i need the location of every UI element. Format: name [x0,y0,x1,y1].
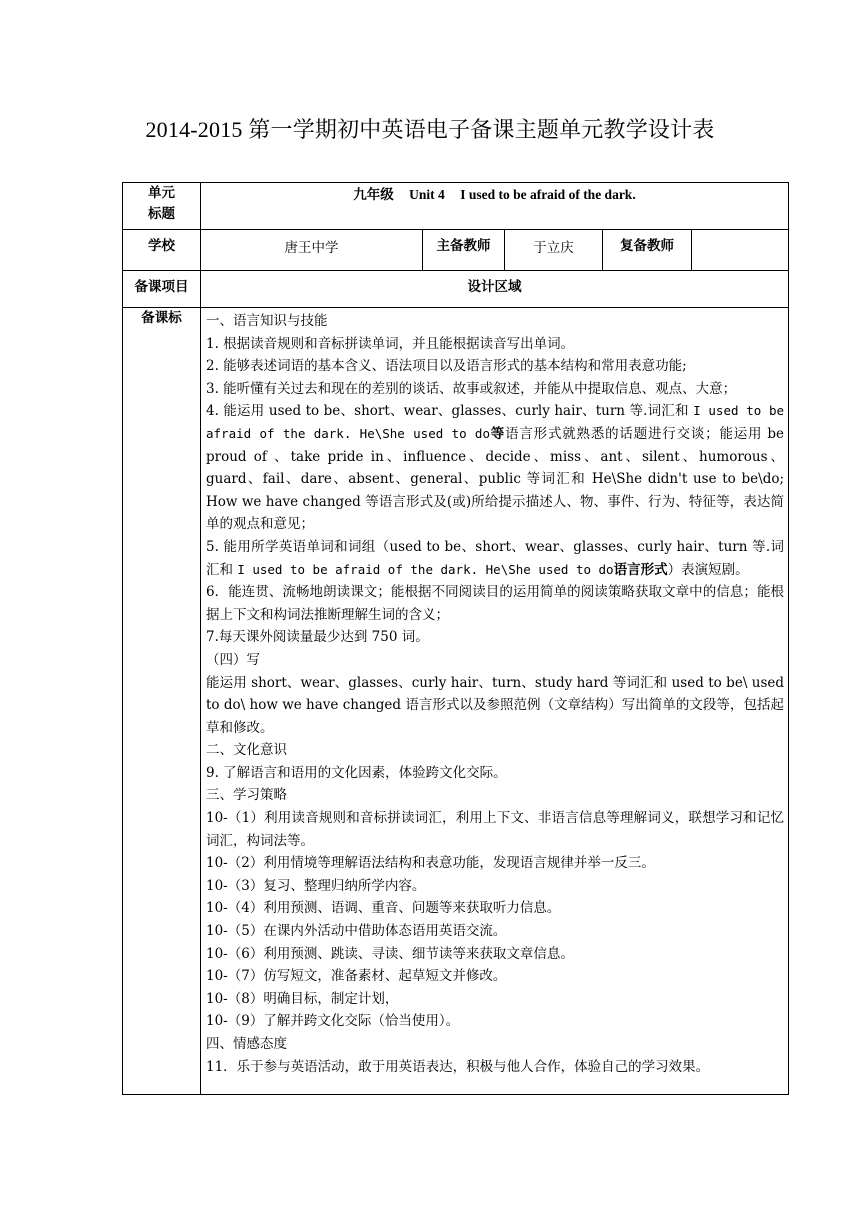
content-line: 10-（1）利用读音规则和音标拼读词汇，利用上下文、非语言信息等理解词义，联想学习和记忆词汇，构词法等。 [206,810,785,849]
content-line: 1. 根据读音规则和音标拼读单词，并且能根据读音写出单词。 [206,335,575,352]
re-teacher-value [692,230,789,271]
content-line: 10-（8）明确目标，制定计划， [206,990,399,1007]
content-line: 9. 了解语言和语用的文化因素，体验跨文化交际。 [206,764,507,781]
content-line: 一、语言知识与技能 [206,313,328,329]
content-line: （四）写 [206,651,260,668]
unit-title-value [201,183,789,230]
content-line: 10-（6）利用预测、跳读、寻读、细节读等来获取文章信息。 [206,945,574,962]
school-label: 学校 [123,230,201,271]
re-teacher-label: 复备教师 [603,230,692,271]
content-line: 四、情感态度 [206,1036,287,1052]
content-line: 10-（3）复习、整理归纳所学内容。 [206,877,426,894]
content-line: 2. 能够表述词语的基本含义、语法项目以及语言形式的基本结构和常用表意功能; [206,358,687,375]
content-line: 3. 能听懂有关过去和现在的差别的谈话、故事或叙述，并能从中提取信息、观点、大意； [206,380,737,397]
content-line: 11．乐于参与英语活动，敢于用英语表达，积极与他人合作，体验自己的学习效果。 [206,1058,710,1075]
standard-label: 备课标 [123,308,201,1095]
content-line: 5. 能用所学英语单词和词组（used to be、short、wear、glasses、curly hair、turn 等.词汇和 I used to be afraid of the dark. He\She used to do语言形式）表演短剧。 [206,538,785,578]
content-line: 10-（2）利用情境等理解语法结构和表意功能，发现语言规律并举一反三。 [206,855,655,872]
content-line: 4. 能运用 used to be、short、wear、glasses、curly hair、turn 等.词汇和 I used to be afraid of the dark. He\She used to do等语言形式就熟悉的话题进行交谈；能运用 be proud of 、take pride in、influence、decide、miss、ant、silent、humorous、guard、fail、dare、absent、general、public 等词汇和 He\She didn't use to be\do; How we have changed 等语言形式及(或)所给提示描述人、物、事件、行为、特征等，表达简单的观点和意见； [206,403,785,533]
content-line: 10-（4）利用预测、语调、重音、问题等来获取听力信息。 [206,900,561,917]
content-line: 6．能连贯、流畅地朗读课文；能根据不同阅读目的运用简单的阅读策略获取文章中的信息；能根据上下文和构词法推断理解生词的含义； [206,584,785,623]
content-line: 7.每天课外阅读量最少达到 750 词。 [206,629,429,646]
content-line: 三、学习策略 [206,787,287,804]
unit-name: I used to be afraid of the dark. [460,187,636,202]
content-line: 能运用 short、wear、glasses、curly hair、turn、study hard 等词汇和 used to be\ used to do\ how we have changed 语言形式以及参照范例（文章结构）写出简单的文段等，包括起草和修改。 [206,674,785,736]
main-teacher-label: 主备教师 [423,230,505,271]
content-line: 二、文化意识 [206,742,287,759]
school-value: 唐王中学 [201,230,423,271]
unit-number: Unit 4 [409,187,445,202]
page-title: 2014-2015 第一学期初中英语电子备课主题单元教学设计表 [145,117,715,142]
design-content [201,308,789,1095]
unit-title-label: 单元 标题 [123,183,201,230]
content-line: 10-（9）了解并跨文化交际（恰当使用）。 [206,1013,460,1030]
content-line: 10-（7）仿写短文，准备素材、起草短文并修改。 [206,968,507,985]
grade-text: 九年级 [353,187,394,202]
content-line: 10-（5）在课内外活动中借助体态语用英语交流。 [206,923,507,940]
design-area-label: 设计区域 [201,271,789,308]
main-teacher-value: 于立庆 [505,230,603,271]
lesson-design-table [122,182,789,1095]
item-label: 备课项目 [123,271,201,308]
